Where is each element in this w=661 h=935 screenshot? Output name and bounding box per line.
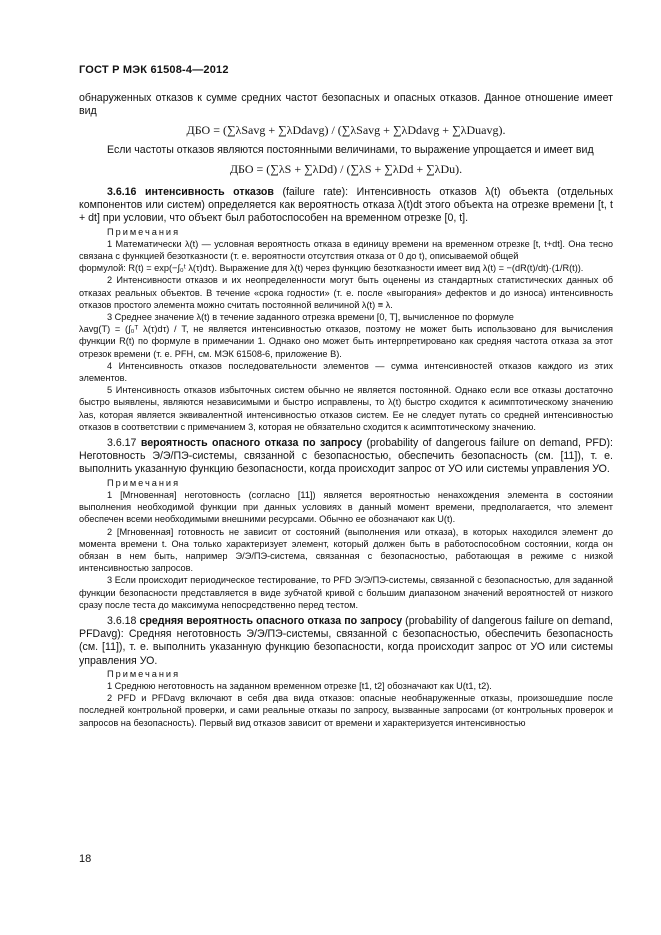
section-number: 3.6.16 [107,186,137,199]
section-number: 3.6.18 [107,614,137,627]
page-body [79,92,613,729]
notes-title: Примечания [107,668,181,679]
note-1: 1 Среднюю неготовность на заданном временном отрезке [t1, t2] обозначают как U(t1, t2). [107,680,492,691]
term: интенсивность отказов [145,186,274,199]
notes-title: Примечания [107,477,181,488]
formula-dbo-1: ДБО = (∑λSavg + ∑λDdavg) / (∑λSavg + ∑λDdavg + ∑λDuavg). [186,123,506,138]
paragraph: Если частоты отказов являются постоянными величинами, то выражение упрощается и имеет вид [107,143,594,156]
note-1: 1 Математически λ(t) — условная вероятность отказа в единицу времени на временном отрезке [t, t+dt]. Она тесно связана с функцией безотказности (т. е. вероятности отсутствия отказа от 0 до t), описываемой общей [79,238,613,262]
note-1-formula: формулой: R(t) = exp(−∫₀ᵗ λ(τ)dτ). Выражение для λ(t) через функцию безотказности имеет вид λ(t) = −(dR(t)/dt)·(1/R(t)). [79,263,584,274]
term: вероятность опасного отказа по запросу [140,437,363,450]
note-3: 3 Среднее значение λ(t) в течение заданного отрезка времени [0, T], вычисленное по формуле [107,312,514,323]
note-1: 1 [Мгновенная] неготовность (согласно [11]) является вероятностью ненахождения элемента в состоянии выполнения необходимой функции при данных условиях в данный момент времени, предполагается, что элемент обеспечен всеми необходимыми внешними ресурсами. Обычно ее обозначают как U(t). [79,489,613,525]
notes-title: Примечания [107,226,181,237]
section-3-6-17 [79,437,613,477]
definition: (probability of dangerous failure on demand, PFDavg): Средняя неготовность Э/Э/ПЭ-системы, связанной с безопасностью, обеспечить безопасность (см. [11]), т. е. выполнить указанную функцию безопасности, когда происходит запрос от УО или системы управления УО. [79,614,613,667]
page-header: ГОСТ Р МЭК 61508-4—2012 [79,64,229,76]
formula-dbo-2: ДБО = (∑λS + ∑λDd) / (∑λS + ∑λDd + ∑λDu). [229,161,463,176]
note-5: 5 Интенсивность отказов избыточных систем обычно не является постоянной. Однако если все отказы достаточно быстро выявлены, являются независимыми и быстро исправлены, то λ(t) быстро сходится к асимптотическому значению λas, которая является эквивалентной интенсивностью отказов систем. Ее не следует путать со средней интенсивностью отказов в соответствии с примечанием 3, которая не обязательно сходится к асимптотическому значению. [79,385,613,432]
section-number: 3.6.17 [107,437,137,450]
section-3-6-18 [79,615,613,668]
term: средняя вероятность опасного отказа по запросу [139,614,403,627]
note-3-formula: λavg(T) = (∫₀ᵀ λ(τ)dτ) / T, не является интенсивностью отказов, поэтому не может быть использовано для вычисления функции R(t) по формуле в примечании 1. Однако оно может быть интерпретировано как средняя частота отказа за этот отрезок времени (т. е. PFH, см. МЭК 61508-6, приложение В). [79,324,613,359]
note-2: 2 PFD и PFDavg включают в себя два вида отказов: опасные необнаруженные отказы, произошедшие после последней контрольной проверки, и сами реальные отказы по запросу, вызванные запросами (от контрольных проверок и запросов на безопасность). Первый вид отказов зависит от времени и характеризуется интенсивностью [79,693,613,728]
paragraph: обнаруженных отказов к сумме средних частот безопасных и опасных отказов. Данное отношение имеет вид [79,92,613,118]
notes-block-3-6-17 [79,477,613,611]
notes-block-3-6-18 [79,668,613,729]
note-2: 2 [Мгновенная] готовность не зависит от состояний (выполнения или отказа), в которых находился элемент до момента времени t. Она только характеризует элемент, который должен быть в работоспособном состоянии, когда он обязан в нем быть, например Э/Э/ПЭ-система, связанная с безопасностью, работающая в режиме с низкой интенсивностью запросов. [79,526,613,574]
note-4: 4 Интенсивность отказов последовательности элементов — сумма интенсивностей отказов каждого из этих элементов. [79,360,613,384]
notes-block-3-6-16 [79,226,613,433]
page-number: 18 [79,853,92,865]
definition: (failure rate): Интенсивность отказов λ(t) объекта (отдельных компонентов или систем) определяется как вероятность отказа λ(t)dt этого объекта на отрезке времени [t, t + dt] при условии, что объект был работоспособен на временном отрезке [0, t]. [79,186,614,225]
note-2: 2 Интенсивности отказов и их неопределенности могут быть оценены из стандартных статистических данных об отказах реальных объектов. В течение «срока годности» (т. е. после «выгорания» дефектов и до износа) интенсивность отказов простого элемента можно считать постоянной величиной λ(t) ≡ λ. [79,275,613,310]
section-3-6-16 [79,186,613,226]
definition: (probability of dangerous failure on demand, PFD): Неготовность Э/Э/ПЭ-системы, связанной с безопасностью, обеспечить безопасность (см. [11]), т. е. выполнить указанную функцию безопасности, когда происходит запрос от УО или системы управления УО. [79,437,613,476]
note-3: 3 Если происходит периодическое тестирование, то PFD Э/Э/ПЭ-системы, связанной с безопасностью, для заданной функции безопасности представляется в виде зубчатой кривой с большим диапазоном значений вероятностей от низкого сразу после теста до максимума непосредственно перед тестом. [79,575,613,610]
